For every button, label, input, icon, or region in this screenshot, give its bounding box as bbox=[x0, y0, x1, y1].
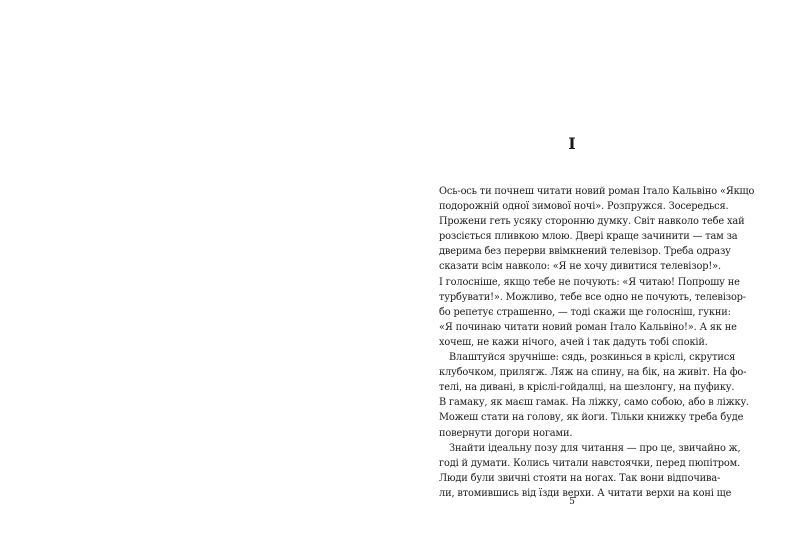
chapter-numeral: I bbox=[568, 134, 576, 153]
text-line: сказати всім навколо: «Я не хочу дивитися телевізор!». bbox=[439, 261, 721, 273]
text-line: турбувати!». Можливо, тебе все одно не почують, телевізор- bbox=[439, 291, 746, 303]
text-line: ли, втомившись від їзди верхи. А читати верхи на коні ще bbox=[439, 487, 732, 499]
text-line: бо репетує страшенно, — тоді скажи ще голосніш, гукни: bbox=[439, 306, 731, 318]
text-line: повернути догори ногами. bbox=[439, 427, 573, 439]
text-line: Прожени геть усяку сторонню думку. Світ навколо тебе хай bbox=[439, 216, 745, 228]
text-line: розсіється пливкою млою. Двері краще зачинити — там за bbox=[439, 231, 738, 243]
text-line: Знайти ідеальну позу для читання — про це, звичайно ж, bbox=[449, 442, 741, 454]
text-line: подорожній одної зимової ночі». Розпружся. Зосередься. bbox=[439, 201, 729, 213]
text-line: В гамаку, як маєш гамак. На ліжку, само собою, або в ліжку. bbox=[439, 397, 750, 409]
text-line: І голосніше, якщо тебе не почують: «Я читаю! Попрошу не bbox=[439, 276, 740, 288]
text-line: Люди були звичні стояти на ногах. Так вони відпочива- bbox=[439, 472, 721, 484]
text-line: клубочком, прилягж. Ляж на спину, на бік, на живіт. На фо- bbox=[439, 367, 747, 379]
text-line: Ось-ось ти почнеш читати новий роман Італо Кальвіно «Якщо bbox=[439, 186, 755, 197]
text-line: годі й думати. Колись читали навстоячки, перед пюпітром. bbox=[439, 457, 741, 469]
text-line: «Я починаю читати новий роман Італо Кальвіно!». А як не bbox=[439, 321, 737, 333]
text-line: Влаштуйся зручніше: сядь, розкинься в кріслі, скрутися bbox=[449, 352, 736, 364]
text-line: дверима без перерви ввімкнений телевізор. Треба одразу bbox=[439, 246, 731, 258]
page-number: 5 bbox=[569, 497, 575, 507]
text-line: телі, на дивані, в кріслі-гойдалці, на шезлонгу, на пуфику. bbox=[439, 382, 735, 394]
text-line: Можеш стати на голову, як йоги. Тільки книжку треба буде bbox=[439, 412, 744, 424]
text-line: хочеш, не кажи нічого, ачей і так дадуть тобі спокій. bbox=[439, 336, 708, 348]
body-text bbox=[439, 184, 755, 501]
